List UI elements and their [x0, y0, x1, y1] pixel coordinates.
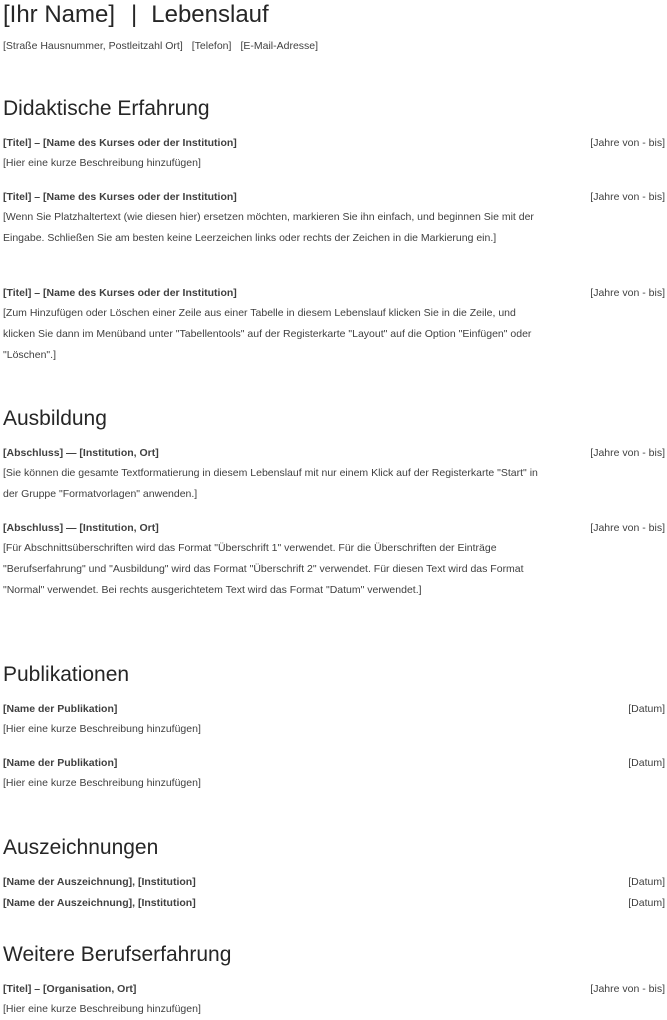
entry-title[interactable]: [Titel] – [Name des Kurses oder der Institution] [3, 137, 237, 149]
entry-description[interactable]: [Sie können die gesamte Textformatierung in diesem Lebenslauf mit nur einem Klick auf der Registerkarte "Start" in der Gruppe "Formatvorlagen" anwenden.] [3, 467, 538, 500]
document-title: Lebenslauf [151, 1, 269, 28]
name-text[interactable]: [Ihr Name] [3, 1, 116, 28]
entry-title[interactable]: [Name der Auszeichnung], [Institution] [3, 876, 196, 888]
entry-description[interactable]: [Hier eine kurze Beschreibung hinzufügen] [3, 157, 201, 169]
entry-title[interactable]: [Titel] – [Organisation, Ort] [3, 983, 137, 995]
entry-title[interactable]: [Titel] – [Name des Kurses oder der Institution] [3, 287, 237, 299]
entry-title[interactable]: [Name der Publikation] [3, 757, 118, 769]
entry-row [3, 285, 665, 301]
entry-row [3, 701, 665, 717]
entry-date[interactable]: [Jahre von - bis] [590, 522, 665, 534]
header-separator: | [131, 1, 138, 28]
entry-date[interactable]: [Jahre von - bis] [590, 191, 665, 203]
entry-description[interactable]: [Hier eine kurze Beschreibung hinzufügen] [3, 1003, 201, 1015]
entry-row [3, 135, 665, 151]
address-text[interactable]: [Straße Hausnummer, Postleitzahl Ort] [3, 40, 183, 52]
entry-description[interactable]: [Hier eine kurze Beschreibung hinzufügen] [3, 777, 201, 789]
email-text[interactable]: [E-Mail-Adresse] [240, 40, 319, 52]
entry-title[interactable]: [Abschluss] — [Institution, Ort] [3, 522, 159, 534]
entry-row [3, 874, 665, 890]
entry-date[interactable]: [Jahre von - bis] [590, 983, 665, 995]
entry-row [3, 189, 665, 205]
entry-title[interactable]: [Titel] – [Name des Kurses oder der Institution] [3, 191, 237, 203]
entry-description[interactable]: [Hier eine kurze Beschreibung hinzufügen] [3, 723, 201, 735]
section-heading-education: Ausbildung [3, 407, 107, 430]
entry-row [3, 895, 665, 911]
entry-row [3, 755, 665, 771]
entry-date[interactable]: [Datum] [628, 703, 665, 715]
entry-row [3, 445, 665, 461]
contact-line [3, 40, 327, 52]
section-heading-awards: Auszeichnungen [3, 836, 159, 859]
entry-date[interactable]: [Datum] [628, 757, 665, 769]
entry-description[interactable]: [Für Abschnittsüberschriften wird das Format "Überschrift 1" verwendet. Für die Überschriften der Einträge "Berufserfahrung" und "Ausbildung" wird das Format "Überschrift 2" verwendet. Für diesen Text wird das Format "Normal" verwendet. Bei rechts ausgerichtetem Text wird das Format "Datum" verwendet.] [3, 542, 524, 596]
entry-title[interactable]: [Name der Publikation] [3, 703, 118, 715]
section-heading-publications: Publikationen [3, 663, 130, 686]
entry-date[interactable]: [Datum] [628, 897, 665, 909]
entry-row [3, 981, 665, 997]
entry-title[interactable]: [Abschluss] — [Institution, Ort] [3, 447, 159, 459]
entry-date[interactable]: [Datum] [628, 876, 665, 888]
entry-date[interactable]: [Jahre von - bis] [590, 287, 665, 299]
resume-header [3, 0, 269, 30]
section-heading-other-experience: Weitere Berufserfahrung [3, 943, 232, 966]
section-heading-teaching: Didaktische Erfahrung [3, 97, 210, 120]
entry-date[interactable]: [Jahre von - bis] [590, 447, 665, 459]
entry-row [3, 520, 665, 536]
entry-title[interactable]: [Name der Auszeichnung], [Institution] [3, 897, 196, 909]
entry-description[interactable]: [Wenn Sie Platzhaltertext (wie diesen hier) ersetzen möchten, markieren Sie ihn einfach, und beginnen Sie mit der Eingabe. Schließen Sie am besten keine Leerzeichen links oder rechts der Zeichen in die Markierung ein.] [3, 211, 534, 244]
entry-date[interactable]: [Jahre von - bis] [590, 137, 665, 149]
entry-description[interactable]: [Zum Hinzufügen oder Löschen einer Zeile aus einer Tabelle in diesem Lebenslauf klicken Sie in die Zeile, und klicken Sie dann im Menüband unter "Tabellentools" auf der Registerkarte "Layout" auf die Option "Einfügen" oder "Löschen".] [3, 307, 532, 361]
phone-text[interactable]: [Telefon] [191, 40, 232, 52]
